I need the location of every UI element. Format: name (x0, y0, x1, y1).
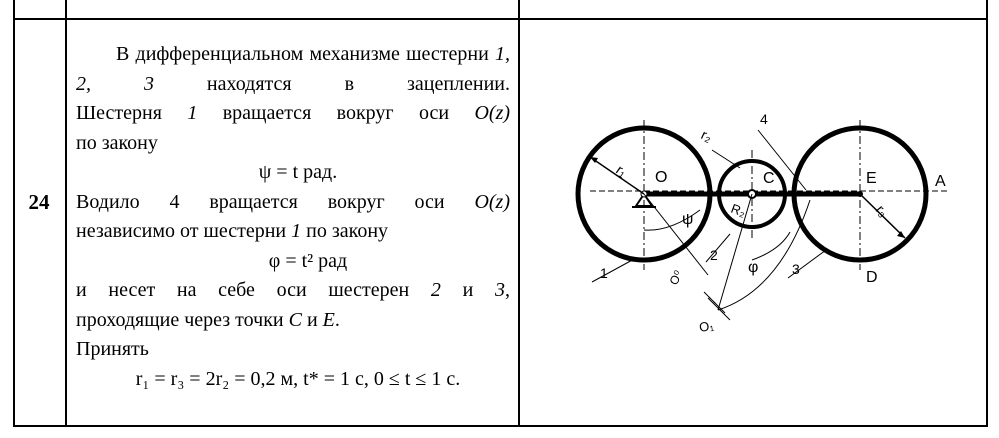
label-o0: O⁰ (666, 268, 686, 288)
paragraph-3-cont: независимо от шестерни 1 по закону (76, 220, 389, 242)
leader-1 (592, 258, 636, 282)
paragraph-2: Шестерня 1 вращается вокруг оси O(z) (76, 102, 511, 124)
label-o1: O₁ (697, 317, 715, 335)
label-a: A (935, 173, 946, 190)
paragraph-2-tail: по закону (76, 131, 158, 154)
paragraph-4-cont: проходящие через точки C и E. (76, 308, 340, 331)
accept-label: Принять (76, 338, 149, 360)
label-d: D (866, 269, 878, 286)
label-c: C (763, 170, 775, 187)
paragraph-3: Водило 4 вращается вокруг оси O(z) (76, 190, 510, 213)
law-psi: ψ = t рад. (258, 161, 338, 183)
given-values: r₁ = r₃ = 2r₂ = 0,2 м, t* = 1 с, 0 ≤ t ≤ 1 с. (135, 367, 461, 390)
label-r2: r₂ (698, 126, 715, 145)
label-R2: R₂ (728, 200, 748, 220)
paragraph-4: и несет на себе оси шестерен 2 и 3, (76, 279, 510, 301)
label-gear-1: 1 (600, 265, 608, 281)
table-divider-number (65, 0, 67, 427)
leader-r2 (712, 150, 740, 168)
label-gear-3: 3 (792, 261, 800, 277)
o1-hatch (704, 292, 730, 320)
mechanism-figure (520, 0, 986, 438)
paragraph-1: В дифференциальном механизме шестерни 1, 2, 3 находятся в зацеплении. (76, 43, 510, 95)
law-phi: φ = t² рад (268, 249, 348, 272)
table-right-border (986, 0, 988, 427)
label-r3: r₃ (872, 201, 892, 220)
label-e: E (866, 170, 877, 187)
label-phi: φ (748, 259, 759, 276)
label-psi: ψ (682, 211, 694, 228)
label-gear-2: 2 (710, 247, 718, 263)
label-o: O (655, 169, 668, 186)
problem-text (76, 40, 510, 394)
problem-number: 24 (28, 190, 50, 214)
label-carrier-4: 4 (760, 111, 768, 127)
label-r1: r₁ (613, 161, 631, 180)
